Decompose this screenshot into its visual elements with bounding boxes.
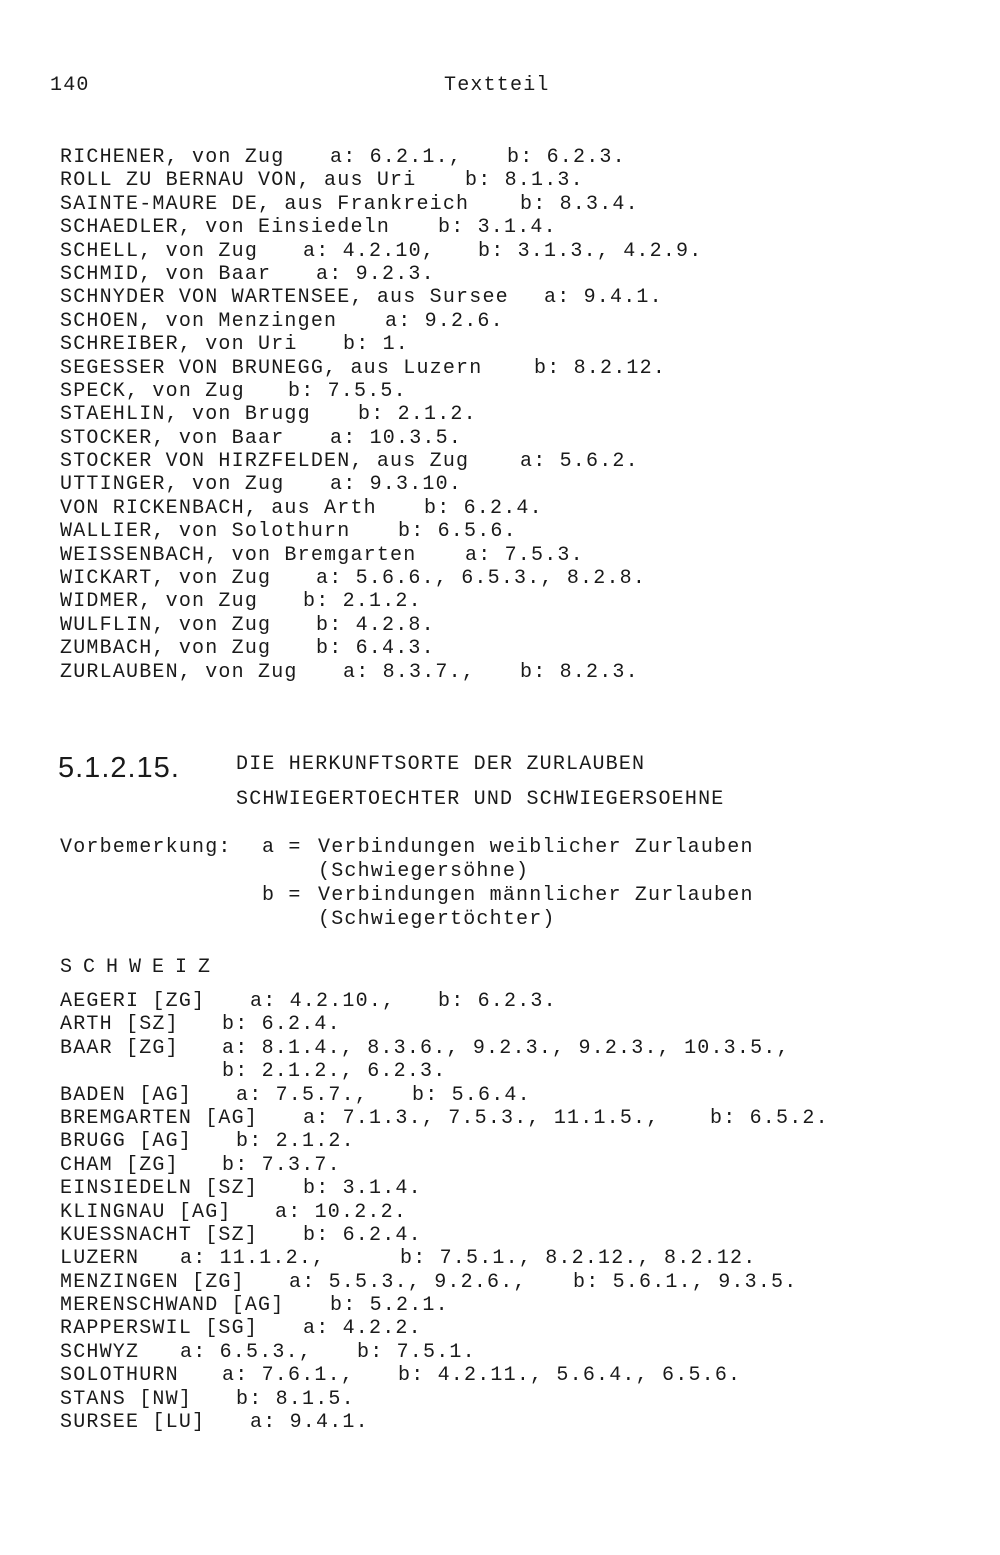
place-b-refs: b: 6.2.3.	[438, 990, 557, 1013]
family-name: STOCKER VON HIRZFELDEN, aus Zug	[60, 450, 470, 474]
family-name: ROLL ZU BERNAU VON, aus Uri	[60, 169, 417, 193]
family-name: WIDMER, von Zug	[60, 590, 259, 614]
family-b-refs: b: 3.1.3., 4.2.9.	[478, 239, 703, 263]
family-a-refs: a: 9.4.1.	[544, 286, 663, 310]
place-a-refs: a: 9.4.1.	[250, 1411, 369, 1435]
family-a-refs: a: 4.2.10,	[303, 239, 436, 263]
family-a-refs: a: 9.2.6.	[385, 309, 504, 333]
family-b-refs: b: 8.2.3.	[520, 660, 639, 684]
place-name: AEGERI [ZG]	[60, 990, 206, 1013]
family-name: SAINTE-MAURE DE, aus Frankreich	[60, 192, 470, 216]
place-a-refs: a: 8.1.4., 8.3.6., 9.2.3., 9.2.3., 10.3.5.,	[222, 1036, 790, 1060]
place-a-refs: a: 4.2.10.,	[250, 990, 396, 1013]
running-title: Textteil	[444, 74, 550, 97]
family-a-refs: a: 6.2.1.,	[330, 146, 463, 169]
family-b-refs: b: 8.3.4.	[520, 192, 639, 216]
family-b-refs: b: 8.2.12.	[534, 356, 667, 380]
note-a-subtext: (Schwiegersöhne)	[318, 860, 530, 883]
place-a-refs: a: 7.1.3., 7.5.3., 11.1.5.,	[303, 1106, 660, 1130]
place-name: MENZINGEN [ZG]	[60, 1270, 245, 1294]
place-name: EINSIEDELN [SZ]	[60, 1177, 259, 1201]
family-b-refs: b: 6.2.3.	[507, 146, 626, 169]
family-a-refs: a: 7.5.3.	[465, 543, 584, 567]
place-b-refs: b: 2.1.2., 6.2.3.	[222, 1060, 447, 1084]
family-name: SCHOEN, von Menzingen	[60, 309, 338, 333]
section-title-line1: DIE HERKUNFTSORTE DER ZURLAUBEN	[236, 753, 646, 776]
family-name: STOCKER, von Baar	[60, 426, 285, 450]
place-b-refs: b: 7.5.1., 8.2.12., 8.2.12.	[400, 1247, 757, 1271]
place-b-refs: b: 2.1.2.	[236, 1130, 355, 1154]
place-name: BAAR [ZG]	[60, 1036, 179, 1060]
place-name: RAPPERSWIL [SG]	[60, 1317, 259, 1341]
place-a-refs: a: 4.2.2.	[303, 1317, 422, 1341]
family-b-refs: b: 6.2.4.	[424, 496, 543, 520]
place-name: MERENSCHWAND [AG]	[60, 1294, 285, 1318]
place-b-refs: b: 4.2.11., 5.6.4., 6.5.6.	[398, 1364, 742, 1388]
note-b-subtext: (Schwiegertöchter)	[318, 908, 556, 931]
family-name: STAEHLIN, von Brugg	[60, 403, 311, 427]
family-name: ZURLAUBEN, von Zug	[60, 660, 298, 684]
family-a-refs: a: 5.6.6., 6.5.3., 8.2.8.	[316, 567, 647, 591]
section-number: 5.1.2.15.	[58, 752, 180, 784]
family-b-refs: b: 1.	[343, 333, 410, 357]
family-b-refs: b: 6.5.6.	[398, 520, 517, 544]
family-name: SCHMID, von Baar	[60, 262, 272, 286]
place-a-refs: a: 10.2.2.	[275, 1200, 408, 1224]
place-a-refs: a: 7.6.1.,	[222, 1364, 355, 1388]
place-b-refs: b: 7.3.7.	[222, 1153, 341, 1177]
place-name: KLINGNAU [AG]	[60, 1200, 232, 1224]
place-name: SURSEE [LU]	[60, 1411, 206, 1435]
place-name: BRUGG [AG]	[60, 1130, 193, 1154]
family-b-refs: b: 2.1.2.	[358, 403, 477, 427]
place-b-refs: b: 3.1.4.	[303, 1177, 422, 1201]
family-name: SEGESSER VON BRUNEGG, aus Luzern	[60, 356, 483, 380]
place-b-refs: b: 6.2.4.	[222, 1013, 341, 1037]
family-name: SCHAEDLER, von Einsiedeln	[60, 216, 391, 240]
place-name: STANS [NW]	[60, 1387, 193, 1411]
note-b-text: Verbindungen männlicher Zurlauben	[318, 884, 754, 907]
family-name: SCHELL, von Zug	[60, 239, 259, 263]
family-b-refs: b: 3.1.4.	[438, 216, 557, 240]
place-a-refs: a: 5.5.3., 9.2.6.,	[289, 1270, 527, 1294]
family-name: WULFLIN, von Zug	[60, 613, 272, 637]
note-label: Vorbemerkung:	[60, 836, 232, 859]
note-b-key: b =	[262, 884, 302, 907]
family-name: WEISSENBACH, von Bremgarten	[60, 543, 417, 567]
place-name: SCHWYZ	[60, 1340, 140, 1364]
place-b-refs: b: 5.6.1., 9.3.5.	[573, 1270, 798, 1294]
family-name: WALLIER, von Solothurn	[60, 520, 351, 544]
place-a-refs: a: 7.5.7.,	[236, 1083, 369, 1107]
place-name: SOLOTHURN	[60, 1364, 179, 1388]
place-a-refs: a: 11.1.2.,	[180, 1247, 326, 1271]
family-a-refs: a: 10.3.5.	[330, 426, 463, 450]
family-a-refs: a: 8.3.7.,	[343, 660, 476, 684]
place-b-refs: b: 5.2.1.	[330, 1294, 449, 1318]
family-b-refs: b: 2.1.2.	[303, 590, 422, 614]
place-b-refs: b: 8.1.5.	[236, 1387, 355, 1411]
family-a-refs: a: 9.2.3.	[316, 262, 435, 286]
family-name: SCHNYDER VON WARTENSEE, aus Sursee	[60, 286, 509, 310]
place-name: BREMGARTEN [AG]	[60, 1106, 259, 1130]
place-b-refs: b: 6.5.2.	[710, 1106, 829, 1130]
page-number: 140	[50, 74, 90, 97]
place-name: KUESSNACHT [SZ]	[60, 1223, 259, 1247]
place-name: BADEN [AG]	[60, 1083, 193, 1107]
family-name: ZUMBACH, von Zug	[60, 637, 272, 661]
family-name: SCHREIBER, von Uri	[60, 333, 298, 357]
place-b-refs: b: 6.2.4.	[303, 1223, 422, 1247]
place-name: ARTH [SZ]	[60, 1013, 179, 1037]
place-name: CHAM [ZG]	[60, 1153, 179, 1177]
note-a-text: Verbindungen weiblicher Zurlauben	[318, 836, 754, 859]
family-name: UTTINGER, von Zug	[60, 473, 285, 497]
place-b-refs: b: 7.5.1.	[357, 1340, 476, 1364]
place-a-refs: a: 6.5.3.,	[180, 1340, 313, 1364]
family-a-refs: a: 9.3.10.	[330, 473, 463, 497]
place-b-refs: b: 5.6.4.	[412, 1083, 531, 1107]
family-b-refs: b: 8.1.3.	[465, 169, 584, 193]
family-b-refs: b: 7.5.5.	[288, 379, 407, 403]
section-title-line2: SCHWIEGERTOECHTER UND SCHWIEGERSOEHNE	[236, 788, 725, 811]
family-name: RICHENER, von Zug	[60, 146, 285, 169]
family-b-refs: b: 4.2.8.	[316, 613, 435, 637]
family-b-refs: b: 6.4.3.	[316, 637, 435, 661]
family-a-refs: a: 5.6.2.	[520, 450, 639, 474]
note-a-key: a =	[262, 836, 302, 859]
region-heading: SCHWEIZ	[60, 956, 222, 979]
family-name: SPECK, von Zug	[60, 379, 245, 403]
family-name: WICKART, von Zug	[60, 567, 272, 591]
place-name: LUZERN	[60, 1247, 140, 1271]
family-name: VON RICKENBACH, aus Arth	[60, 496, 377, 520]
